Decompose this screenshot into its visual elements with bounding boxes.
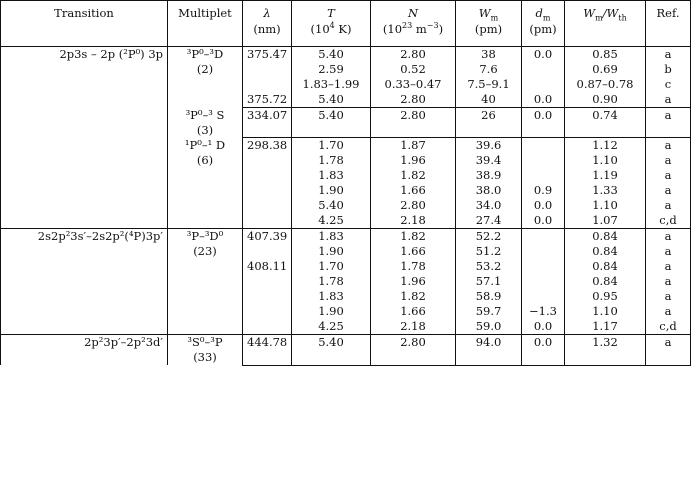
temperature-cell: 1.90 xyxy=(292,183,371,198)
lambda-cell xyxy=(243,304,292,319)
table-row xyxy=(1,229,691,245)
lambda-cell xyxy=(243,274,292,289)
density-cell: 2.80 xyxy=(371,92,456,108)
lambda-cell xyxy=(243,244,292,259)
header-lambda: λ (nm) xyxy=(243,1,292,47)
temperature-cell: 1.78 xyxy=(292,274,371,289)
density-cell: 0.52 xyxy=(371,62,456,77)
width-cell: 34.0 xyxy=(456,198,522,213)
shift-cell xyxy=(522,259,565,274)
header-shift: $d_m$ (pm) xyxy=(522,1,565,47)
shift-cell: 0.0 xyxy=(522,319,565,335)
temperature-cell: 1.83–1.99 xyxy=(292,77,371,92)
lambda-cell xyxy=(243,364,292,365)
density-cell: 1.66 xyxy=(371,244,456,259)
multiplet-term: ³S⁰–³P xyxy=(187,335,223,349)
temperature-cell: 5.40 xyxy=(292,198,371,213)
temperature-cell: 5.40 xyxy=(292,335,371,365)
reference-cell: a xyxy=(646,274,691,289)
ratio-cell: 0.84 xyxy=(565,259,646,274)
ratio-cell: 1.07 xyxy=(565,213,646,229)
header-width: $W_m$ (pm) xyxy=(456,1,522,47)
density-cell: 2.80 xyxy=(371,198,456,213)
density-cell: 2.80 xyxy=(371,335,456,365)
multiplet-number: (2) xyxy=(196,62,214,76)
reference-cell: a xyxy=(646,244,691,259)
reference-cell: c xyxy=(646,77,691,92)
shift-cell xyxy=(522,274,565,289)
ratio-cell: 0.69 xyxy=(565,62,646,77)
width-cell: 7.5–9.1 xyxy=(456,77,522,92)
width-cell: 52.2 xyxy=(456,229,522,245)
width-cell: 39.6 xyxy=(456,138,522,154)
reference-cell: a xyxy=(646,138,691,154)
width-cell: 57.1 xyxy=(456,274,522,289)
shift-cell: 0.0 xyxy=(522,92,565,108)
width-cell: 40 xyxy=(456,92,522,108)
ratio-cell: 1.10 xyxy=(565,198,646,213)
width-cell: 38 xyxy=(456,47,522,63)
density-cell: 1.96 xyxy=(371,153,456,168)
reference-cell: a xyxy=(646,183,691,198)
shift-cell xyxy=(522,289,565,304)
width-cell: 51.2 xyxy=(456,244,522,259)
reference-cell: a xyxy=(646,259,691,274)
lambda-cell xyxy=(243,213,292,229)
header-row xyxy=(1,1,691,47)
density-cell: 2.18 xyxy=(371,319,456,335)
shift-cell xyxy=(522,153,565,168)
reference-cell: a xyxy=(646,108,691,137)
width-cell: 27.4 xyxy=(456,213,522,229)
lambda-cell: 444.78 xyxy=(243,335,292,365)
ratio-cell: 0.84 xyxy=(565,274,646,289)
density-cell xyxy=(371,364,456,365)
reference-cell: a xyxy=(646,198,691,213)
lambda-cell xyxy=(243,62,292,77)
temperature-cell: 2.59 xyxy=(292,62,371,77)
multiplet-number: (33) xyxy=(193,350,217,364)
shift-cell: 0.0 xyxy=(522,108,565,137)
temperature-cell: 1.83 xyxy=(292,168,371,183)
ratio-cell: 0.95 xyxy=(565,289,646,304)
multiplet-cell xyxy=(168,229,243,335)
header-reference: Ref. xyxy=(646,1,691,47)
density-cell: 0.33–0.47 xyxy=(371,77,456,92)
ratio-cell: 1.12 xyxy=(565,138,646,154)
shift-cell xyxy=(522,168,565,183)
shift-cell xyxy=(522,77,565,92)
header-transition: Transition xyxy=(1,1,168,47)
transition-cell: 2s2p²3s′–2s2p²(⁴P)3p′ xyxy=(1,229,168,335)
density-cell: 1.66 xyxy=(371,183,456,198)
width-cell: 7.6 xyxy=(456,62,522,77)
shift-cell: 0.9 xyxy=(522,183,565,198)
density-cell: 2.80 xyxy=(371,108,456,137)
density-cell: 1.66 xyxy=(371,304,456,319)
reference-cell xyxy=(646,364,691,365)
temperature-cell: 1.90 xyxy=(292,244,371,259)
lambda-cell xyxy=(243,183,292,198)
density-cell: 1.82 xyxy=(371,289,456,304)
lambda-cell xyxy=(243,168,292,183)
temperature-cell: 1.83 xyxy=(292,289,371,304)
ratio-cell xyxy=(565,364,646,365)
shift-cell: 0.0 xyxy=(522,198,565,213)
width-cell: 39.4 xyxy=(456,153,522,168)
width-cell: 94.0 xyxy=(456,335,522,365)
multiplet-number: (3) xyxy=(196,122,214,137)
shift-cell: −1.3 xyxy=(522,304,565,319)
shift-cell xyxy=(522,138,565,154)
lambda-cell xyxy=(243,77,292,92)
multiplet-term: ¹P⁰–¹ D xyxy=(184,137,226,152)
shift-cell: 0.0 xyxy=(522,213,565,229)
table-body xyxy=(1,47,691,366)
multiplet-cell xyxy=(168,335,243,366)
lambda-cell xyxy=(243,153,292,168)
width-cell: 26 xyxy=(456,108,522,137)
lambda-cell xyxy=(243,289,292,304)
width-cell: 58.9 xyxy=(456,289,522,304)
lambda-cell: 375.72 xyxy=(243,92,292,108)
temperature-cell: 4.25 xyxy=(292,319,371,335)
lambda-cell: 408.11 xyxy=(243,259,292,274)
density-cell: 2.80 xyxy=(371,47,456,63)
reference-cell: a xyxy=(646,92,691,108)
temperature-cell: 5.40 xyxy=(292,92,371,108)
ratio-cell: 0.74 xyxy=(565,108,646,137)
reference-cell: a xyxy=(646,335,691,365)
density-cell: 1.96 xyxy=(371,274,456,289)
temperature-cell: 4.25 xyxy=(292,213,371,229)
transition-cell: 2p²3p′–2p²3d′ xyxy=(1,335,168,366)
temperature-cell xyxy=(292,364,371,365)
reference-cell: a xyxy=(646,47,691,63)
lambda-cell: 407.39 xyxy=(243,229,292,245)
table-row xyxy=(1,335,691,365)
shift-cell xyxy=(522,229,565,245)
density-cell: 1.78 xyxy=(371,259,456,274)
multiplet-cell xyxy=(168,108,243,138)
reference-cell: c,d xyxy=(646,213,691,229)
ratio-cell: 1.17 xyxy=(565,319,646,335)
ratio-cell: 0.85 xyxy=(565,47,646,63)
ratio-cell: 0.87–0.78 xyxy=(565,77,646,92)
header-density: N ($10^{23}$ $m^{-3}$) xyxy=(371,1,456,47)
reference-cell: a xyxy=(646,289,691,304)
header-ratio: $W_m/W_{th}$ xyxy=(565,1,646,47)
ratio-cell: 1.32 xyxy=(565,335,646,365)
shift-cell xyxy=(522,244,565,259)
reference-cell: c,d xyxy=(646,319,691,335)
ratio-cell: 0.84 xyxy=(565,244,646,259)
ratio-cell: 1.19 xyxy=(565,168,646,183)
width-cell: 38.9 xyxy=(456,168,522,183)
density-cell: 1.87 xyxy=(371,138,456,154)
transition-cell: 2p3s – 2p (²P⁰) 3p xyxy=(1,47,168,229)
reference-cell: a xyxy=(646,304,691,319)
multiplet-term: ³P⁰–³D xyxy=(186,47,224,61)
multiplet-cell xyxy=(168,138,243,229)
temperature-cell: 5.40 xyxy=(292,108,371,137)
ratio-cell: 1.10 xyxy=(565,153,646,168)
multiplet-term: ³P–³D⁰ xyxy=(186,229,224,243)
lambda-cell: 334.07 xyxy=(243,108,292,137)
lambda-cell xyxy=(243,198,292,213)
table-row xyxy=(1,47,691,63)
temperature-cell: 1.78 xyxy=(292,153,371,168)
lambda-cell xyxy=(243,319,292,335)
temperature-cell: 1.83 xyxy=(292,229,371,245)
width-cell xyxy=(456,364,522,365)
header-multiplet: Multiplet xyxy=(168,1,243,47)
reference-cell: a xyxy=(646,153,691,168)
reference-cell: b xyxy=(646,62,691,77)
ratio-cell: 1.10 xyxy=(565,304,646,319)
temperature-cell: 1.90 xyxy=(292,304,371,319)
header-temperature: T ($10^4$ K) xyxy=(292,1,371,47)
shift-cell: 0.0 xyxy=(522,335,565,365)
density-cell: 1.82 xyxy=(371,229,456,245)
reference-cell: a xyxy=(646,168,691,183)
density-cell: 1.82 xyxy=(371,168,456,183)
shift-cell xyxy=(522,364,565,365)
temperature-cell: 1.70 xyxy=(292,138,371,154)
ratio-cell: 0.84 xyxy=(565,229,646,245)
reference-cell: a xyxy=(646,229,691,245)
width-cell: 59.7 xyxy=(456,304,522,319)
shift-cell: 0.0 xyxy=(522,47,565,63)
width-cell: 53.2 xyxy=(456,259,522,274)
lambda-cell: 375.47 xyxy=(243,47,292,63)
multiplet-number: (23) xyxy=(193,244,217,258)
ratio-cell: 1.33 xyxy=(565,183,646,198)
temperature-cell: 5.40 xyxy=(292,47,371,63)
multiplet-term: ³P⁰–³ S xyxy=(185,107,225,122)
width-cell: 59.0 xyxy=(456,319,522,335)
shift-cell xyxy=(522,62,565,77)
ratio-cell: 0.90 xyxy=(565,92,646,108)
multiplet-number: (6) xyxy=(196,152,214,167)
width-cell: 38.0 xyxy=(456,183,522,198)
lambda-cell: 298.38 xyxy=(243,138,292,154)
multiplet-cell xyxy=(168,47,243,108)
density-cell: 2.18 xyxy=(371,213,456,229)
temperature-cell: 1.70 xyxy=(292,259,371,274)
